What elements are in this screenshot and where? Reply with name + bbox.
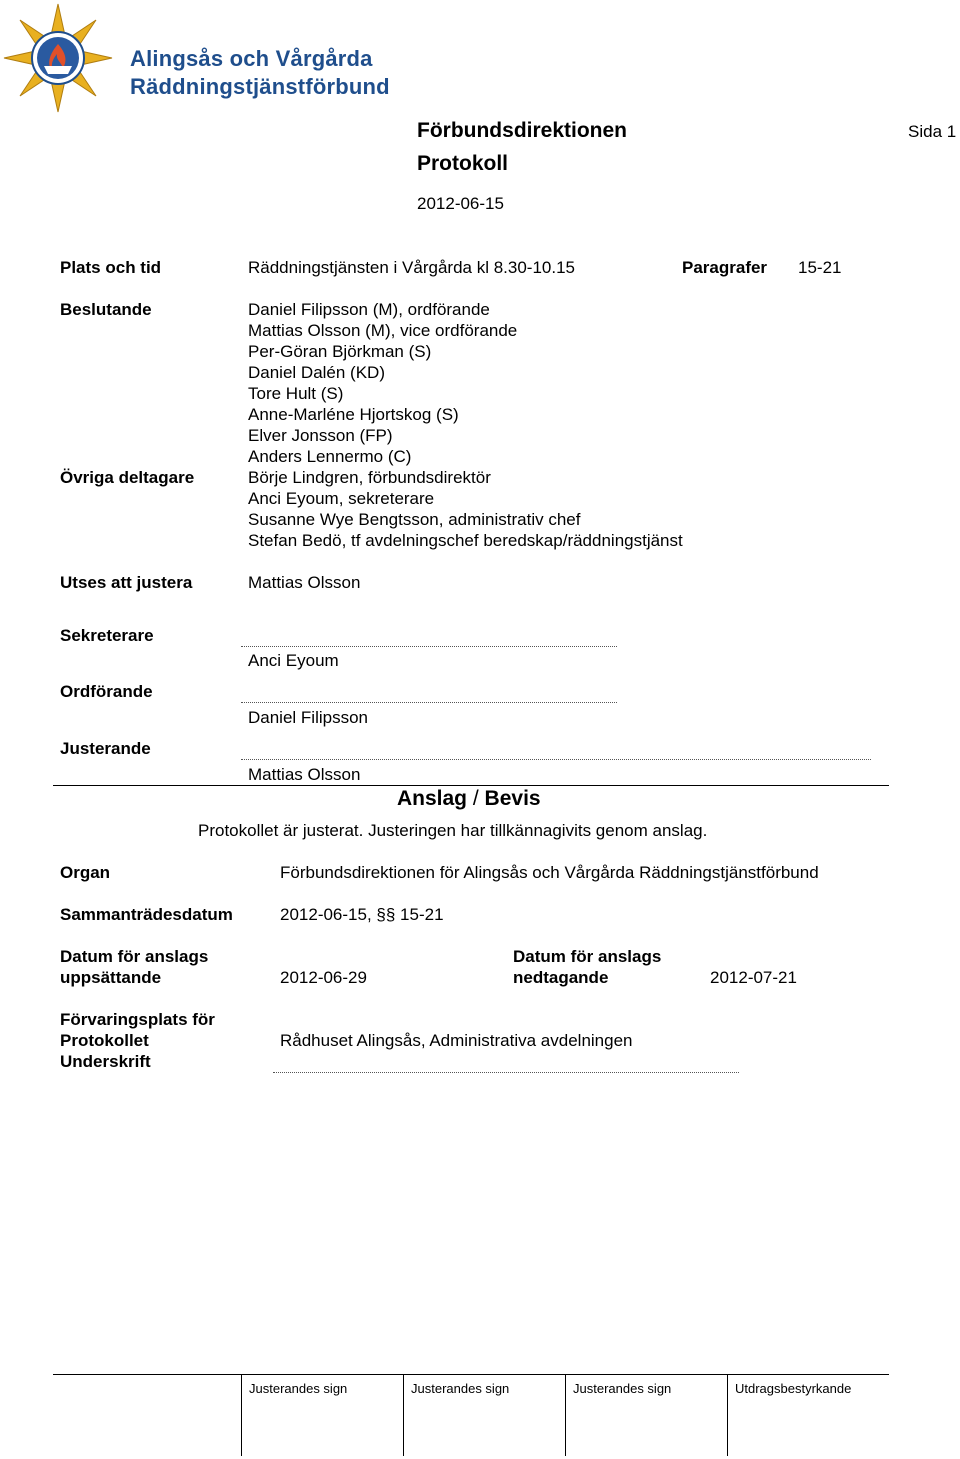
- place-value: Räddningstjänsten i Vårgårda kl 8.30-10.15: [248, 258, 575, 277]
- footer-cell-adjuster-sign-2: Justerandes sign: [411, 1381, 510, 1396]
- secretary-name: Anci Eyoum: [248, 651, 339, 670]
- adjuster-label: Utses att justera: [60, 573, 193, 592]
- posted-date-label-1: Datum för anslags: [60, 947, 209, 966]
- signature-label: Underskrift: [60, 1052, 151, 1071]
- removed-date-value: 2012-07-21: [710, 968, 797, 987]
- adjuster-value: Mattias Olsson: [248, 573, 361, 592]
- organ-label: Organ: [60, 863, 111, 882]
- footer-cell-certification: Utdragsbestyrkande: [735, 1381, 852, 1396]
- notice-title-a: Anslag: [397, 787, 468, 810]
- footer-divider: [565, 1374, 566, 1456]
- list-item: Stefan Bedö, tf avdelningschef beredskap/räddningstjänst: [248, 531, 683, 550]
- notice-signature-line: [273, 1072, 739, 1073]
- posted-date-value: 2012-06-29: [280, 968, 367, 987]
- notice-title-b: Bevis: [484, 787, 541, 810]
- list-item: Anne-Marléne Hjortskog (S): [248, 405, 459, 424]
- list-item: Anci Eyoum, sekreterare: [248, 489, 435, 508]
- storage-value: Rådhuset Alingsås, Administrativa avdelningen: [280, 1031, 633, 1050]
- list-item: Per-Göran Björkman (S): [248, 342, 432, 361]
- posted-date-label-2: uppsättande: [60, 968, 162, 987]
- meeting-date-label: Sammanträdesdatum: [60, 905, 233, 924]
- secretary-signature-line: [241, 646, 617, 647]
- other-participants-label: Övriga deltagare: [60, 468, 195, 487]
- footer-divider: [403, 1374, 404, 1456]
- page-number: Sida 1: [908, 122, 957, 141]
- decision-makers-label: Beslutande: [60, 300, 152, 319]
- footer-divider: [727, 1374, 728, 1456]
- chair-label: Ordförande: [60, 682, 153, 701]
- footer-cell-adjuster-sign-3: Justerandes sign: [573, 1381, 672, 1396]
- notice-title-separator: /: [472, 787, 479, 810]
- removed-date-label-2: nedtagande: [513, 968, 609, 987]
- adjuster-signature-label: Justerande: [60, 739, 151, 758]
- footer-top-rule: [53, 1374, 889, 1375]
- list-item: Elver Jonsson (FP): [248, 426, 393, 445]
- storage-label-1: Förvaringsplats för: [60, 1010, 215, 1029]
- list-item: Börje Lindgren, förbundsdirektör: [248, 468, 491, 487]
- document-date: 2012-06-15: [417, 194, 504, 213]
- meeting-date-value: 2012-06-15, §§ 15-21: [280, 905, 444, 924]
- document-subtitle: Protokoll: [417, 152, 509, 175]
- removed-date-label-1: Datum för anslags: [513, 947, 662, 966]
- chair-name: Daniel Filipsson: [248, 708, 368, 727]
- paragraphs-label: Paragrafer: [682, 258, 768, 277]
- footer-cell-adjuster-sign-1: Justerandes sign: [249, 1381, 348, 1396]
- paragraphs-value: 15-21: [798, 258, 842, 277]
- notice-divider: [53, 785, 889, 786]
- place-label: Plats och tid: [60, 258, 162, 277]
- footer-divider: [241, 1374, 242, 1456]
- attendee-list: [248, 299, 683, 551]
- storage-label-2: Protokollet: [60, 1031, 149, 1050]
- list-item: Daniel Filipsson (M), ordförande: [248, 300, 490, 319]
- organ-value: Förbundsdirektionen för Alingsås och Vårgårda Räddningstjänstförbund: [280, 863, 819, 882]
- notice-text: Protokollet är justerat. Justeringen har tillkännagivits genom anslag.: [198, 821, 708, 840]
- list-item: Anders Lennermo (C): [248, 447, 412, 466]
- list-item: Mattias Olsson (M), vice ordförande: [248, 321, 518, 340]
- adjuster-signature-name: Mattias Olsson: [248, 765, 361, 784]
- list-item: Daniel Dalén (KD): [248, 363, 385, 382]
- list-item: Susanne Wye Bengtsson, administrativ chef: [248, 510, 581, 529]
- rescue-star-emblem-icon: [2, 2, 114, 114]
- secretary-label: Sekreterare: [60, 626, 154, 645]
- logo-line-2: Räddningstjänstförbund: [130, 74, 390, 99]
- logo: [0, 0, 400, 118]
- logo-line-1: Alingsås och Vårgårda: [130, 46, 373, 71]
- chair-signature-line: [241, 702, 617, 703]
- list-item: Tore Hult (S): [248, 384, 344, 403]
- adjuster-signature-line: [241, 759, 871, 760]
- notice-title: [397, 787, 541, 811]
- document-title: Förbundsdirektionen: [417, 119, 627, 142]
